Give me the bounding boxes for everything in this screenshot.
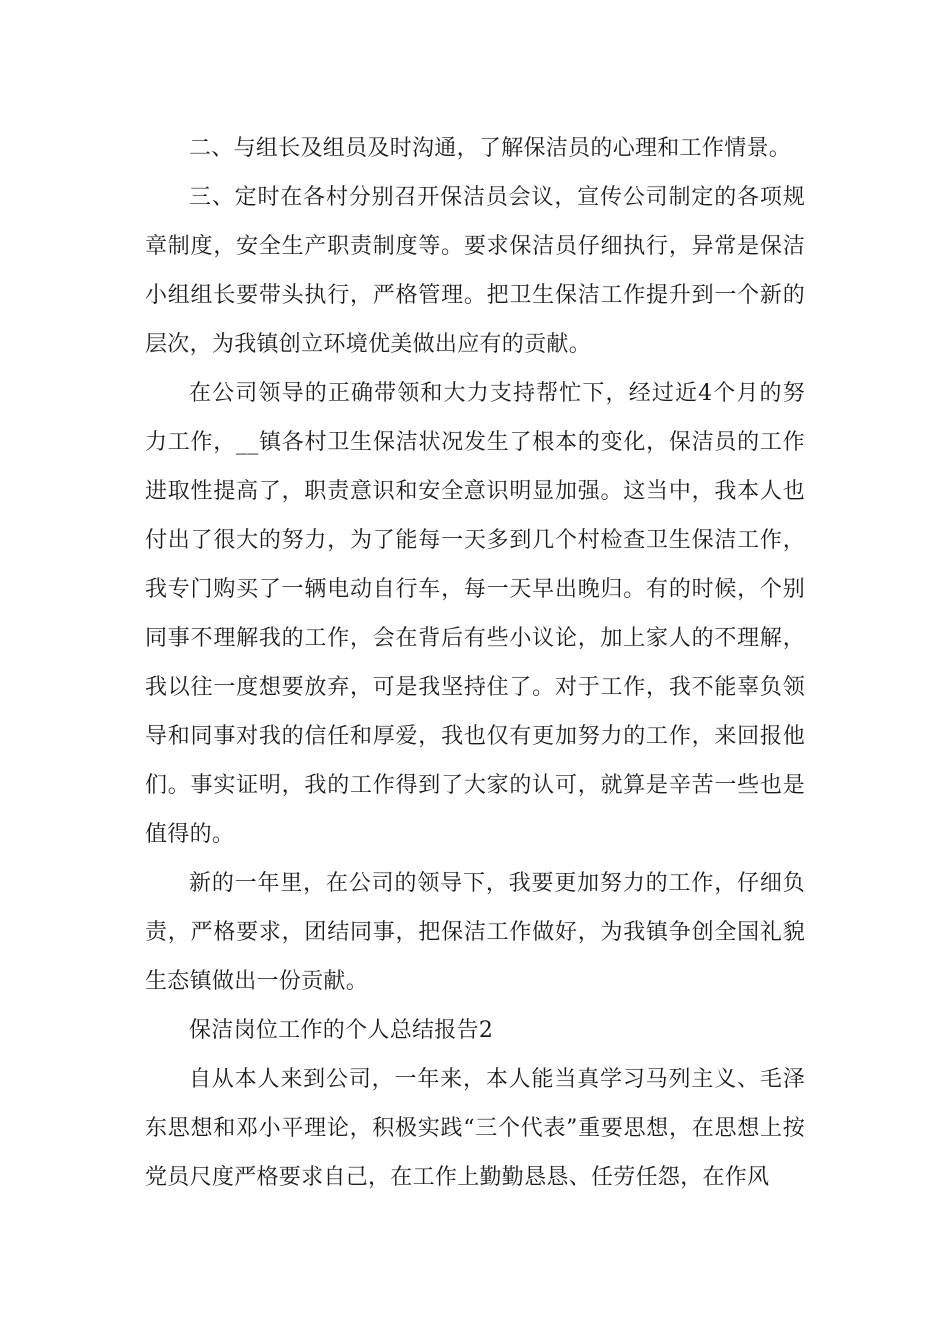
paragraph-self-summary: 自从本人来到公司，一年来，本人能当真学习马列主义、毛泽东思想和邓小平理论，积极实践“三个代表”重要思想，在思想上按党员尺度严格要求自己，在工作上勤勤恳恳、任劳任怨，在作风 (145, 1067, 805, 1190)
paragraph-meetings: 三、定时在各村分别召开保洁员会议，宣传公司制定的各项规章制度，安全生产职责制度等。要求保洁员仔细执行，异常是保洁小组组长要带头执行，严格管理。把卫生保洁工作提升到一个新的层次，为我镇创立环境优美做出应有的贡献。 (145, 185, 805, 357)
section-title: 保洁岗位工作的个人总结报告2 (189, 1018, 494, 1043)
paragraph-new-year: 新的一年里，在公司的领导下，我要更加努力的工作，仔细负责，严格要求，团结同事，把保洁工作做好，为我镇争创全国礼貌生态镇做出一份贡献。 (145, 871, 805, 994)
document-body (145, 124, 805, 1202)
paragraph-achievements: 在公司领导的正确带领和大力支持帮忙下，经过近4个月的努力工作，__镇各村卫生保洁状况发生了根本的变化，保洁员的工作进取性提高了，职责意识和安全意识明显加强。这当中，我本人也付出了很大的努力，为了能每一天多到几个村检查卫生保洁工作，我专门购买了一辆电动自行车，每一天早出晚归。有的时候，个别同事不理解我的工作，会在背后有些小议论，加上家人的不理解，我以往一度想要放弃，可是我坚持住了。对于工作，我不能辜负领导和同事对我的信任和厚爱，我也仅有更加努力的工作，来回报他们。事实证明，我的工作得到了大家的认可，就算是辛苦一些也是值得的。 (145, 381, 805, 847)
paragraph-communication: 二、与组长及组员及时沟通，了解保洁员的心理和工作情景。 (189, 136, 792, 161)
